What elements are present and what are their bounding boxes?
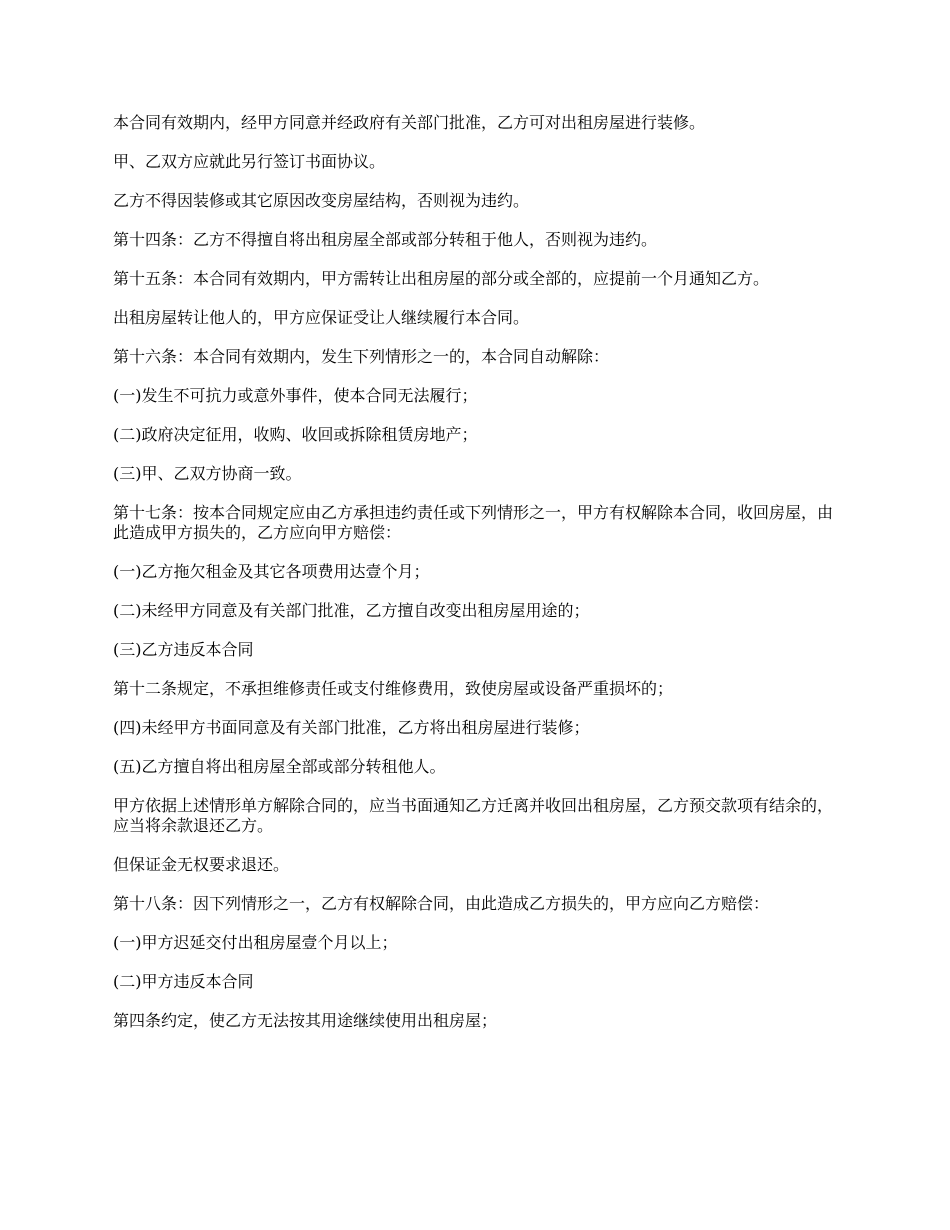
paragraph: 第四条约定，使乙方无法按其用途继续使用出租房屋；	[113, 1011, 498, 1030]
paragraph: 但保证金无权要求退还。	[113, 855, 290, 874]
paragraph: (一)乙方拖欠租金及其它各项费用达壹个月；	[113, 562, 430, 581]
paragraph: 第十四条：乙方不得擅自将出租房屋全部或部分转租于他人，否则视为违约。	[113, 230, 658, 249]
paragraph: (二)未经甲方同意及有关部门批准，乙方擅自改变出租房屋用途的；	[113, 601, 590, 620]
paragraph: (三)乙方违反本合同	[113, 640, 254, 659]
paragraph: 第十六条：本合同有效期内，发生下列情形之一的，本合同自动解除：	[113, 347, 610, 366]
paragraph: 甲方依据上述情形单方解除合同的，应当书面通知乙方迁离并收回出租房屋，乙方预交款项有结余的，应当将余款退还乙方。	[113, 796, 834, 835]
paragraph: (三)甲、乙双方协商一致。	[113, 464, 302, 483]
paragraph: 第十八条：因下列情形之一，乙方有权解除合同，由此造成乙方损失的，甲方应向乙方赔偿：	[113, 894, 770, 913]
paragraph: 本合同有效期内，经甲方同意并经政府有关部门批准，乙方可对出租房屋进行装修。	[113, 113, 706, 132]
paragraph: (二)政府决定征用，收购、收回或拆除租赁房地产；	[113, 425, 478, 444]
paragraph: 出租房屋转让他人的，甲方应保证受让人继续履行本合同。	[113, 308, 530, 327]
paragraph: (一)发生不可抗力或意外事件，使本合同无法履行；	[113, 386, 478, 405]
paragraph: (一)甲方迟延交付出租房屋壹个月以上；	[113, 933, 398, 952]
paragraph: 第十七条：按本合同规定应由乙方承担违约责任或下列情形之一，甲方有权解除本合同，收回房屋，由此造成甲方损失的，乙方应向甲方赔偿：	[113, 503, 834, 542]
paragraph: (二)甲方违反本合同	[113, 972, 254, 991]
paragraph: (四)未经甲方书面同意及有关部门批准，乙方将出租房屋进行装修；	[113, 718, 590, 737]
paragraph: (五)乙方擅自将出租房屋全部或部分转租他人。	[113, 757, 446, 776]
paragraph: 第十五条：本合同有效期内，甲方需转让出租房屋的部分或全部的，应提前一个月通知乙方。	[113, 269, 770, 288]
paragraph: 乙方不得因装修或其它原因改变房屋结构，否则视为违约。	[113, 191, 530, 210]
document-body	[113, 113, 843, 1050]
paragraph: 第十二条规定，不承担维修责任或支付维修费用，致使房屋或设备严重损坏的；	[113, 679, 674, 698]
paragraph: 甲、乙双方应就此另行签订书面协议。	[113, 152, 386, 171]
